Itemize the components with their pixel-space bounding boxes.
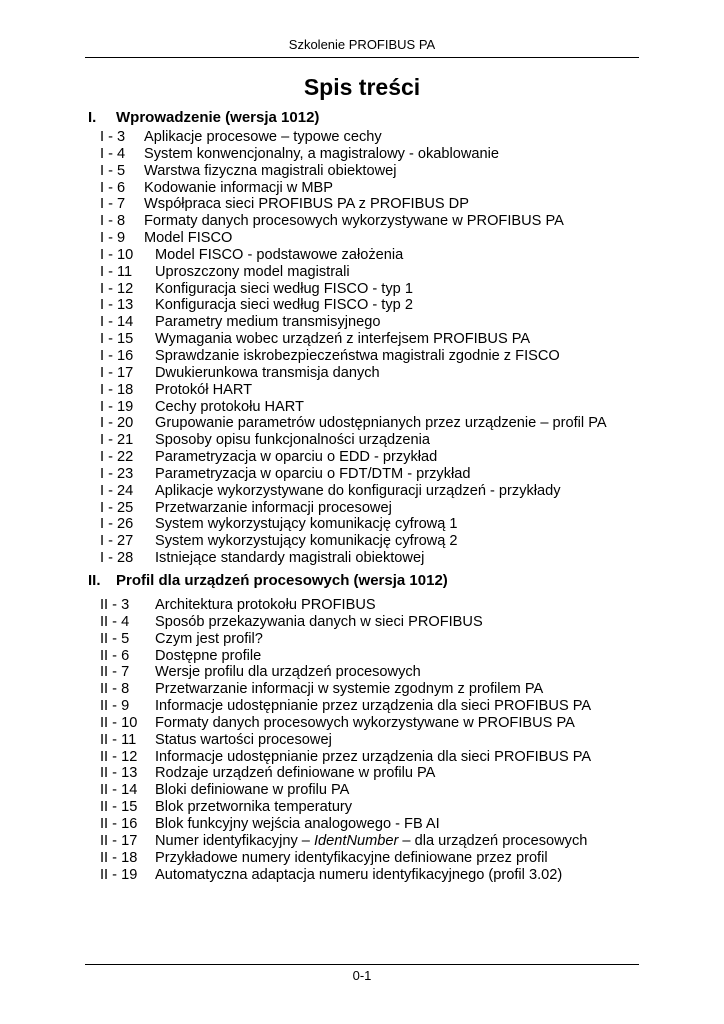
toc-entry-title: Formaty danych procesowych wykorzystywane w PROFIBUS PA xyxy=(144,213,564,230)
toc-entry-number: I - 6 xyxy=(100,179,126,196)
toc-entry-title: Automatyczna adaptacja numeru identyfikacyjnego (profil 3.02) xyxy=(155,866,563,883)
toc-entry-title: Sposoby opisu funkcjonalności urządzenia xyxy=(155,432,431,449)
toc-entry xyxy=(100,129,640,146)
toc-entry-title: Parametryzacja w oparciu o FDT/DTM - przykład xyxy=(155,465,471,482)
toc-entry-title: Informacje udostępnianie przez urządzenia dla sieci PROFIBUS PA xyxy=(155,748,592,765)
section-heading-1 xyxy=(88,109,319,127)
toc-entry-title: Status wartości procesowej xyxy=(155,731,332,748)
toc-entry-number: II - 5 xyxy=(100,630,130,647)
toc-entry xyxy=(100,597,640,614)
toc-entry-title: Wymagania wobec urządzeń z interfejsem PROFIBUS PA xyxy=(155,331,531,348)
toc-entry-title: Rodzaje urządzeń definiowane w profilu PA xyxy=(155,765,436,782)
toc-entry-number: I - 18 xyxy=(100,381,134,398)
toc-entry-number: I - 21 xyxy=(100,432,134,449)
toc-entry xyxy=(100,348,640,365)
toc-entry-title: Model FISCO xyxy=(144,230,233,247)
toc-entry-title: System wykorzystujący komunikację cyfrową 2 xyxy=(155,533,458,550)
toc-entry-number: I - 20 xyxy=(100,415,134,432)
toc-entry-title: Formaty danych procesowych wykorzystywane w PROFIBUS PA xyxy=(155,714,575,731)
toc-entry-number: I - 11 xyxy=(100,263,133,280)
toc-entry-title: Aplikacje wykorzystywane do konfiguracji urządzeń - przykłady xyxy=(155,482,561,499)
toc-entry-number: I - 12 xyxy=(100,280,134,297)
toc-entry-number: I - 13 xyxy=(100,297,134,314)
toc-entry xyxy=(100,867,640,884)
toc-entry-title: Dwukierunkowa transmisja danych xyxy=(155,364,380,381)
page-number: 0-1 xyxy=(352,968,372,983)
toc-entry xyxy=(100,281,640,298)
toc-entry xyxy=(100,180,640,197)
toc-entry-title: Wersje profilu dla urządzeń procesowych xyxy=(155,664,421,681)
toc-entry-number: I - 19 xyxy=(100,398,134,415)
toc-entry xyxy=(100,749,640,766)
toc-entry-title: Przykładowe numery identyfikacyjne definiowane przez profil xyxy=(155,849,548,866)
toc-entry xyxy=(100,516,640,533)
toc-entry xyxy=(100,833,640,850)
toc-entry-number: II - 7 xyxy=(100,664,130,681)
toc-entry-title: Cechy protokołu HART xyxy=(155,398,304,415)
toc-entry-title: Model FISCO - podstawowe założenia xyxy=(155,246,404,263)
toc-entry-number: I - 16 xyxy=(100,347,134,364)
toc-entry-number: I - 25 xyxy=(100,499,134,516)
toc-entry xyxy=(100,314,640,331)
toc-entry-title: Parametryzacja w oparciu o EDD - przykład xyxy=(155,449,438,466)
toc-entry xyxy=(100,382,640,399)
toc-section-2 xyxy=(100,597,640,883)
toc-entry-number: II - 19 xyxy=(100,866,138,883)
toc-entry-title: Przetwarzanie informacji procesowej xyxy=(155,499,392,516)
toc-entry xyxy=(100,264,640,281)
toc-entry xyxy=(100,550,640,567)
toc-entry-title: Numer identyfikacyjny – IdentNumber – dla urządzeń procesowych xyxy=(155,832,588,849)
toc-entry-number: I - 7 xyxy=(100,196,126,213)
toc-entry-number: II - 4 xyxy=(100,613,130,630)
toc-entry-number: I - 3 xyxy=(100,129,126,145)
toc-entry xyxy=(100,500,640,517)
toc-entry xyxy=(100,449,640,466)
toc-entry-title: Sposób przekazywania danych w sieci PROFIBUS xyxy=(155,613,483,630)
toc-section-1 xyxy=(100,129,640,567)
section-number: II. xyxy=(88,572,101,589)
toc-entry-title: Kodowanie informacji w MBP xyxy=(144,179,333,196)
page-header: Szkolenie PROFIBUS PA xyxy=(288,37,436,52)
toc-entry xyxy=(100,631,640,648)
toc-entry-number: II - 13 xyxy=(100,765,138,782)
toc-entry-title: Aplikacje procesowe – typowe cechy xyxy=(144,129,382,145)
toc-entry-number: I - 24 xyxy=(100,482,134,499)
toc-entry xyxy=(100,196,640,213)
toc-entry-number: II - 18 xyxy=(100,849,138,866)
toc-entry xyxy=(100,146,640,163)
toc-entry-number: II - 8 xyxy=(100,681,130,698)
toc-entry xyxy=(100,614,640,631)
toc-entry-title: Blok funkcyjny wejścia analogowego - FB AI xyxy=(155,815,440,832)
toc-entry-number: I - 14 xyxy=(100,314,134,331)
toc-entry-number: II - 6 xyxy=(100,647,130,664)
toc-entry-title: Konfiguracja sieci według FISCO - typ 1 xyxy=(155,280,413,297)
toc-entry xyxy=(100,415,640,432)
section-heading-2 xyxy=(88,572,448,590)
toc-entry-number: I - 23 xyxy=(100,465,134,482)
toc-entry xyxy=(100,483,640,500)
toc-entry xyxy=(100,664,640,681)
section-number: I. xyxy=(88,109,97,126)
toc-entry-number: I - 10 xyxy=(100,246,134,263)
toc-entry xyxy=(100,466,640,483)
toc-entry-number: II - 12 xyxy=(100,748,138,765)
toc-entry xyxy=(100,799,640,816)
toc-entry-title: Sprawdzanie iskrobezpieczeństwa magistrali zgodnie z FISCO xyxy=(155,347,560,364)
toc-entry xyxy=(100,648,640,665)
toc-entry xyxy=(100,399,640,416)
header-divider xyxy=(85,57,639,58)
toc-entry-number: II - 16 xyxy=(100,815,138,832)
toc-entry xyxy=(100,715,640,732)
toc-entry xyxy=(100,432,640,449)
section-title: Profil dla urządzeń procesowych (wersja 1012) xyxy=(116,572,448,589)
toc-entry-number: II - 11 xyxy=(100,731,137,748)
toc-entry-number: I - 4 xyxy=(100,145,126,162)
toc-entry-number: I - 15 xyxy=(100,331,134,348)
section-title: Wprowadzenie (wersja 1012) xyxy=(116,109,320,126)
toc-entry-number: I - 27 xyxy=(100,533,134,550)
toc-entry xyxy=(100,247,640,264)
toc-entry xyxy=(100,732,640,749)
toc-entry-title: System konwencjonalny, a magistralowy - okablowanie xyxy=(144,145,500,162)
toc-entry-number: II - 14 xyxy=(100,782,138,799)
toc-entry xyxy=(100,782,640,799)
toc-entry-number: II - 17 xyxy=(100,832,138,849)
toc-entry xyxy=(100,765,640,782)
toc-entry xyxy=(100,850,640,867)
toc-entry-number: I - 22 xyxy=(100,449,134,466)
toc-entry-title: Architektura protokołu PROFIBUS xyxy=(155,597,376,613)
toc-entry-title: Współpraca sieci PROFIBUS PA z PROFIBUS DP xyxy=(144,196,469,213)
toc-entry xyxy=(100,681,640,698)
toc-entry-title: Protokół HART xyxy=(155,381,253,398)
toc-entry-title: Istniejące standardy magistrali obiektowej xyxy=(155,550,425,567)
toc-entry-number: II - 10 xyxy=(100,714,138,731)
toc-entry xyxy=(100,163,640,180)
toc-entry-title: Warstwa fizyczna magistrali obiektowej xyxy=(144,162,397,179)
toc-entry-number: I - 26 xyxy=(100,516,134,533)
toc-entry xyxy=(100,698,640,715)
toc-entry-title: Parametry medium transmisyjnego xyxy=(155,314,381,331)
toc-entry xyxy=(100,230,640,247)
toc-entry-title: Blok przetwornika temperatury xyxy=(155,799,353,816)
toc-entry-number: I - 28 xyxy=(100,550,134,567)
toc-entry xyxy=(100,331,640,348)
toc-entry-title: Bloki definiowane w profilu PA xyxy=(155,782,350,799)
toc-entry xyxy=(100,213,640,230)
toc-entry-title: Czym jest profil? xyxy=(155,630,263,647)
toc-entry xyxy=(100,816,640,833)
toc-entry-number: I - 17 xyxy=(100,364,134,381)
toc-entry xyxy=(100,533,640,550)
toc-entry-number: II - 3 xyxy=(100,597,130,613)
toc-entry-number: II - 9 xyxy=(100,698,130,715)
footer-divider xyxy=(85,964,639,965)
toc-entry-title: Konfiguracja sieci według FISCO - typ 2 xyxy=(155,297,413,314)
toc-entry xyxy=(100,297,640,314)
page-title: Spis treści xyxy=(303,74,421,100)
toc-entry-number: I - 8 xyxy=(100,213,126,230)
toc-entry-title: Przetwarzanie informacji w systemie zgodnym z profilem PA xyxy=(155,681,544,698)
toc-entry-title: System wykorzystujący komunikację cyfrową 1 xyxy=(155,516,458,533)
toc-entry-number: I - 9 xyxy=(100,230,126,247)
toc-entry-number: I - 5 xyxy=(100,162,126,179)
toc-entry-title: Grupowanie parametrów udostępnianych przez urządzenie – profil PA xyxy=(155,415,607,432)
toc-entry-title: Informacje udostępnianie przez urządzenia dla sieci PROFIBUS PA xyxy=(155,698,592,715)
toc-entry-number: II - 15 xyxy=(100,799,138,816)
toc-entry-title: Uproszczony model magistrali xyxy=(155,263,350,280)
toc-entry xyxy=(100,365,640,382)
toc-entry-title: Dostępne profile xyxy=(155,647,262,664)
